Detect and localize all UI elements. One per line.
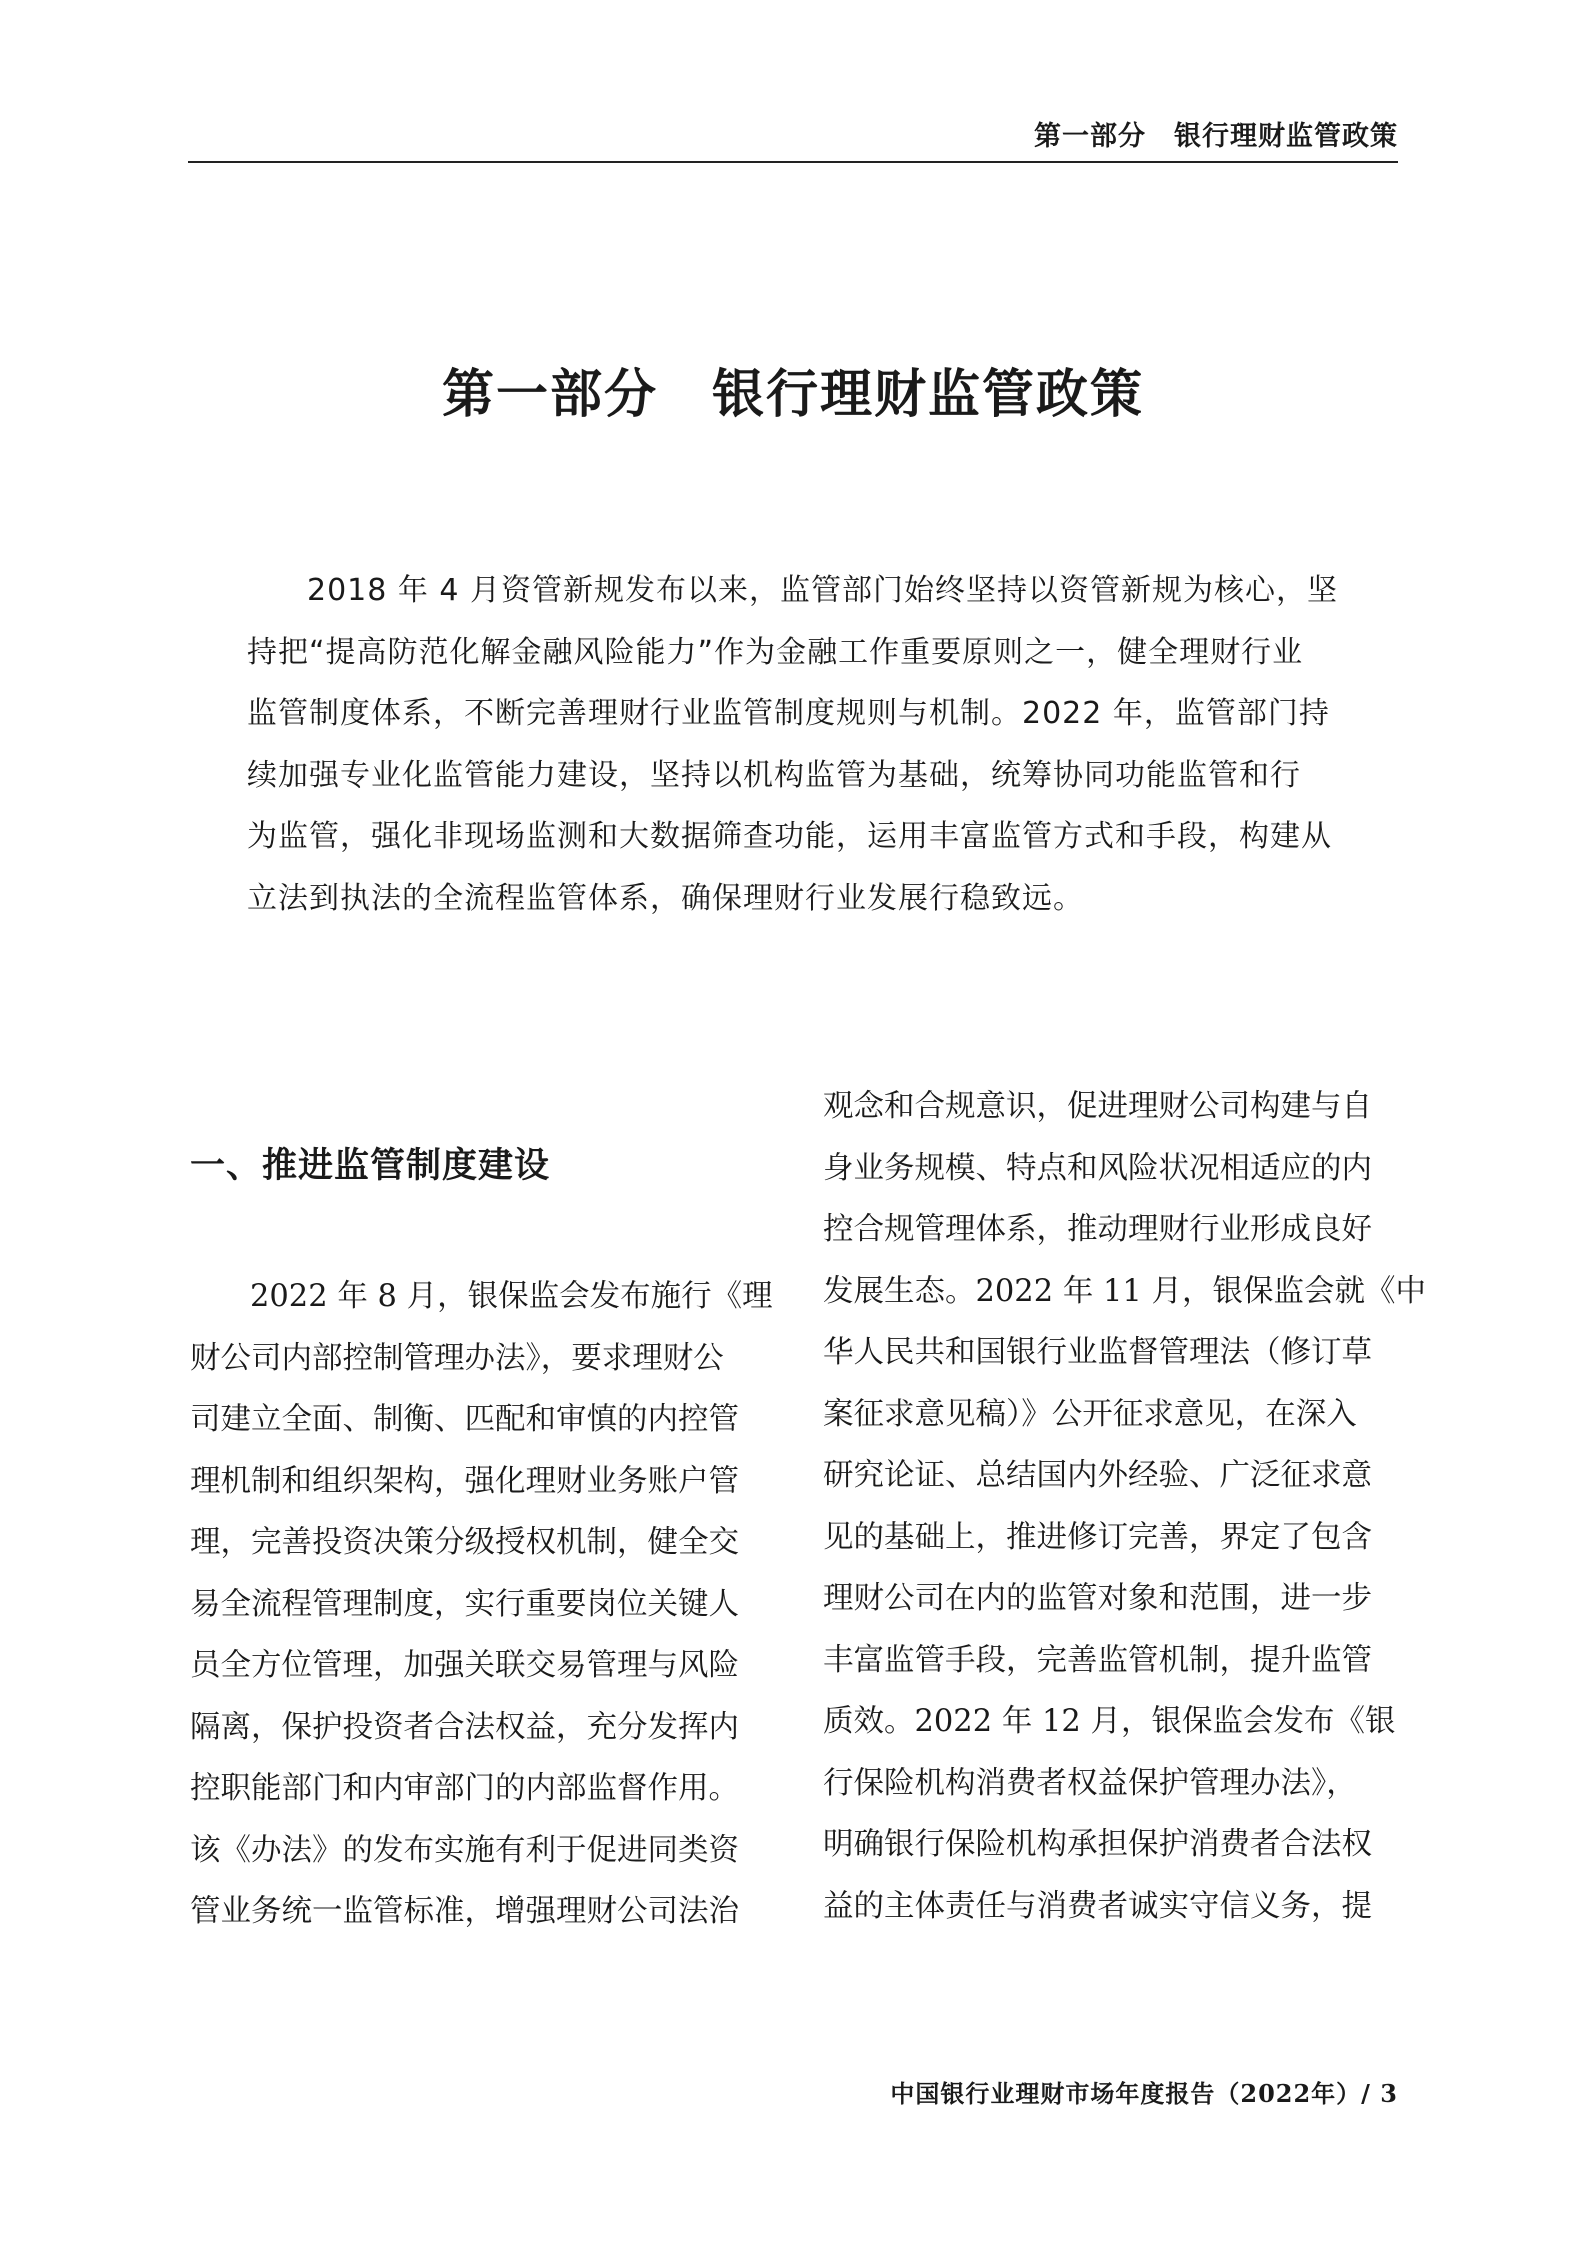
running-header: 第一部分 银行理财监管政策	[188, 114, 1398, 163]
page-footer: 中国银行业理财市场年度报告（2022年）/ 3	[890, 2079, 1398, 2108]
body-line: 发展生态。2022 年 11 月，银保监会就《中	[823, 1273, 1427, 1309]
body-line: 理，完善投资决策分级授权机制，健全交	[190, 1525, 739, 1560]
body-line: 行保险机构消费者权益保护管理办法》，	[823, 1765, 1357, 1801]
intro-line: 立法到执法的全流程监管体系，确保理财行业发展行稳致远。	[247, 880, 1084, 916]
body-line: 2022 年 8 月，银保监会发布施行《理	[250, 1279, 773, 1314]
body-line: 管业务统一监管标准，增强理财公司法治	[190, 1894, 739, 1929]
body-line: 理机制和组织架构，强化理财业务账户管	[190, 1463, 739, 1499]
body-line: 控合规管理体系，推动理财行业形成良好	[823, 1212, 1372, 1247]
body-line: 益的主体责任与消费者诚实守信义务，提	[823, 1888, 1372, 1924]
body-line: 身业务规模、特点和风险状况相适应的内	[823, 1150, 1372, 1186]
body-line: 明确银行保险机构承担保护消费者合法权	[823, 1827, 1372, 1862]
body-line: 丰富监管手段，完善监管机制，提升监管	[823, 1642, 1372, 1678]
body-line: 观念和合规意识，促进理财公司构建与自	[823, 1089, 1372, 1124]
part-title: 第一部分 银行理财监管政策	[441, 364, 1144, 425]
body-line: 控职能部门和内审部门的内部监督作用。	[190, 1771, 739, 1806]
body-line: 华人民共和国银行业监督管理法（修订草	[823, 1335, 1372, 1370]
right-column-text	[823, 1076, 1427, 1937]
intro-line: 为监管，强化非现场监测和大数据筛查功能，运用丰富监管方式和手段，构建从	[247, 819, 1332, 854]
body-line: 质效。2022 年 12 月，银保监会发布《银	[823, 1704, 1396, 1739]
body-line: 该《办法》的发布实施有利于促进同类资	[190, 1832, 739, 1868]
section-heading: 一、推进监管制度建设	[190, 1146, 551, 1186]
intro-line: 续加强专业化监管能力建设，坚持以机构监管为基础，统筹协同功能监管和行	[247, 757, 1301, 793]
intro-line: 2018 年 4 月资管新规发布以来，监管部门始终坚持以资管新规为核心，坚	[307, 573, 1339, 608]
intro-line: 持把“提高防范化解金融风险能力”作为金融工作重要原则之一，健全理财行业	[247, 634, 1304, 670]
body-line: 员全方位管理，加强关联交易管理与风险	[190, 1648, 739, 1683]
body-line: 隔离，保护投资者合法权益，充分发挥内	[190, 1709, 739, 1745]
body-line: 易全流程管理制度，实行重要岗位关键人	[190, 1586, 739, 1622]
body-line: 研究论证、总结国内外经验、广泛征求意	[823, 1458, 1372, 1493]
body-line: 财公司内部控制管理办法》，要求理财公	[190, 1340, 724, 1376]
body-line: 司建立全面、制衡、匹配和审慎的内控管	[190, 1402, 739, 1437]
intro-paragraph	[247, 560, 1347, 929]
body-line: 理财公司在内的监管对象和范围，进一步	[823, 1581, 1372, 1616]
body-line: 案征求意见稿）》公开征求意见，在深入	[823, 1396, 1357, 1432]
left-column-text	[190, 1266, 773, 1943]
intro-line: 监管制度体系，不断完善理财行业监管制度规则与机制。2022 年，监管部门持	[247, 696, 1330, 731]
body-line: 见的基础上，推进修订完善，界定了包含	[823, 1519, 1372, 1555]
